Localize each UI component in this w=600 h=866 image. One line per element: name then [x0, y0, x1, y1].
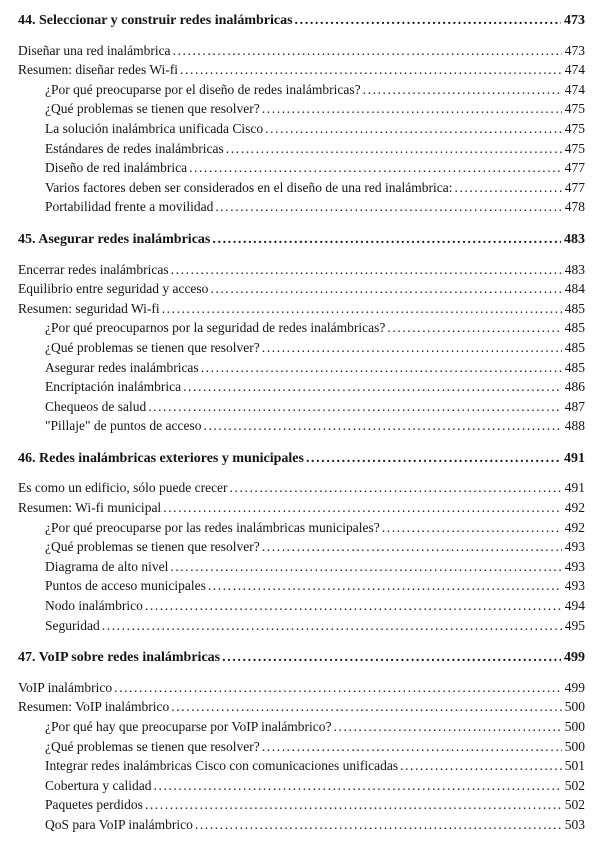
- toc-entry: [18, 596, 585, 616]
- toc-entry-page-number: 502: [564, 777, 585, 793]
- toc-entry-page-number: 491: [564, 450, 585, 466]
- toc-entry-page-number: 474: [564, 81, 585, 97]
- toc-entry: [18, 795, 585, 815]
- toc-entry-label: 47. VoIP sobre redes inalámbricas: [18, 650, 221, 666]
- toc-entry: [18, 80, 585, 100]
- dot-leader: [148, 397, 562, 417]
- toc-entry-page-number: 500: [564, 719, 585, 734]
- toc-entry-label: VoIP inalámbrico: [18, 679, 113, 695]
- toc-entry-page-number: 488: [564, 418, 585, 434]
- toc-entry-page-number: 485: [564, 300, 585, 316]
- toc-entry-label: Asegurar redes inalámbricas: [45, 359, 199, 375]
- dot-leader: [189, 158, 562, 178]
- toc-entry-page-number: 485: [564, 359, 585, 375]
- toc-entry: [18, 756, 585, 776]
- toc-entry-page-number: 491: [564, 480, 585, 496]
- toc-entry-label: Estándares de redes inalámbricas: [45, 140, 224, 156]
- dot-leader: [382, 518, 562, 538]
- dot-leader: [295, 11, 561, 31]
- toc-entry: [18, 616, 585, 636]
- toc-entry: [18, 537, 585, 557]
- dot-leader: [171, 260, 562, 280]
- toc-entry-page-number: 503: [564, 816, 585, 832]
- toc-entry-page-number: 486: [564, 379, 585, 395]
- dot-leader: [265, 119, 562, 139]
- toc-entry-page-number: 474: [564, 62, 585, 78]
- toc-entry-page-number: 473: [564, 42, 585, 58]
- toc-entry-label: "Pillaje" de puntos de acceso: [45, 418, 202, 434]
- toc-entry: [18, 119, 585, 139]
- toc-entry-page-number: 493: [564, 578, 585, 594]
- toc-entry-label: Resumen: Wi-fi municipal: [18, 500, 162, 516]
- toc-entry-page-number: 477: [564, 179, 585, 195]
- toc-entry-label: ¿Por qué preocuparse por el diseño de redes inalámbricas?: [45, 81, 361, 97]
- dot-leader: [334, 717, 562, 737]
- toc-entry-page-number: 499: [564, 679, 585, 695]
- dot-leader: [180, 60, 562, 80]
- toc-entry-page-number: 477: [564, 160, 585, 176]
- toc-entry-page-number: 485: [564, 320, 585, 336]
- toc-entry-label: QoS para VoIP inalámbrico: [45, 816, 193, 832]
- toc-chapter-heading: [18, 449, 585, 469]
- dot-leader: [170, 557, 561, 577]
- toc-entry-label: ¿Por qué preocuparse por las redes inalámbricas municipales?: [45, 519, 380, 535]
- toc-entry-label: Diseño de red inalámbrica: [45, 160, 188, 176]
- toc-entry-label: ¿Por qué preocuparnos por la seguridad de redes inalámbricas?: [45, 320, 386, 336]
- dot-leader: [262, 737, 562, 757]
- toc-entry: [18, 260, 585, 280]
- toc-entry: [18, 815, 585, 835]
- dot-leader: [153, 776, 561, 796]
- dot-leader: [454, 178, 561, 198]
- dot-leader: [262, 537, 562, 557]
- toc-entry-page-number: 500: [564, 699, 585, 715]
- dot-leader: [363, 80, 562, 100]
- dot-leader: [262, 338, 562, 358]
- dot-leader: [145, 795, 562, 815]
- toc-entry: [18, 279, 585, 299]
- toc-entry: [18, 158, 585, 178]
- dot-leader: [162, 299, 562, 319]
- toc-entry-page-number: 493: [564, 539, 585, 555]
- toc-entry-label: Puntos de acceso municipales: [45, 578, 206, 594]
- toc-entry-label: Chequeos de salud: [45, 398, 147, 414]
- toc-entry: [18, 717, 585, 737]
- toc-entry: [18, 377, 585, 397]
- dot-leader: [171, 697, 562, 717]
- toc-entry: [18, 678, 585, 698]
- dot-leader: [195, 815, 562, 835]
- toc-entry: [18, 99, 585, 119]
- toc-entry-label: ¿Qué problemas se tienen que resolver?: [45, 339, 260, 355]
- dot-leader: [215, 197, 561, 217]
- dot-leader: [226, 139, 562, 159]
- toc-entry-label: Encriptación inalámbrica: [45, 379, 182, 395]
- toc-entry: [18, 557, 585, 577]
- toc-entry: [18, 41, 585, 61]
- toc-entry-label: 44. Seleccionar y construir redes inalámbricas: [18, 13, 293, 28]
- toc-entry-label: 46. Redes inalámbricas exteriores y municipales: [18, 450, 304, 466]
- dot-leader: [222, 648, 561, 668]
- toc-entry-label: La solución inalámbrica unificada Cisco: [45, 120, 264, 136]
- toc-entry-page-number: 475: [564, 120, 585, 136]
- toc-entry: [18, 299, 585, 319]
- toc-entry-page-number: 502: [564, 797, 585, 813]
- toc-entry-page-number: 475: [564, 140, 585, 156]
- toc-entry-label: ¿Por qué hay que preocuparse por VoIP inalámbrico?: [45, 719, 332, 734]
- toc-entry-label: ¿Qué problemas se tienen que resolver?: [45, 738, 260, 754]
- toc-entry: [18, 776, 585, 796]
- toc-entry-page-number: 501: [564, 758, 585, 774]
- toc-entry: [18, 397, 585, 417]
- dot-leader: [230, 478, 562, 498]
- toc-entry-label: Diagrama de alto nivel: [45, 558, 169, 574]
- toc-entry-label: Resumen: seguridad Wi-fi: [18, 300, 160, 316]
- toc-entry: [18, 697, 585, 717]
- toc-entry-page-number: 493: [564, 558, 585, 574]
- toc-entry-page-number: 500: [564, 738, 585, 754]
- dot-leader: [173, 41, 562, 61]
- dot-leader: [387, 318, 561, 338]
- toc-entry: [18, 358, 585, 378]
- toc-entry-label: Diseñar una red inalámbrica: [18, 42, 171, 58]
- toc-entry: [18, 478, 585, 498]
- toc-entry-page-number: 495: [564, 617, 585, 633]
- toc-entry-page-number: 473: [564, 13, 585, 28]
- toc-entry-label: Encerrar redes inalámbricas: [18, 261, 169, 277]
- toc-entry: [18, 498, 585, 518]
- toc-entry: [18, 197, 585, 217]
- dot-leader: [201, 358, 562, 378]
- toc-entry-page-number: 492: [564, 500, 585, 516]
- toc-entry: [18, 139, 585, 159]
- dot-leader: [163, 498, 562, 518]
- toc-entry-label: ¿Qué problemas se tienen que resolver?: [45, 101, 260, 117]
- dot-leader: [212, 230, 561, 250]
- dot-leader: [306, 449, 561, 469]
- toc-entry-page-number: 494: [564, 598, 585, 614]
- toc-entry-label: Equilibrio entre seguridad y acceso: [18, 281, 209, 297]
- toc-chapter-heading: [18, 230, 585, 250]
- toc-entry-page-number: 499: [564, 650, 585, 666]
- toc-entry: [18, 318, 585, 338]
- toc-entry-label: Nodo inalámbrico: [45, 598, 143, 614]
- toc-entry-label: Varios factores deben ser considerados en el diseño de una red inalámbrica:: [45, 179, 453, 195]
- toc-entry: [18, 60, 585, 80]
- toc-chapter-heading: [18, 11, 585, 31]
- dot-leader: [262, 99, 562, 119]
- dot-leader: [145, 596, 562, 616]
- toc-entry-label: Cobertura y calidad: [45, 777, 152, 793]
- toc-entry: [18, 576, 585, 596]
- toc-entry-page-number: 475: [564, 101, 585, 117]
- toc-entry: [18, 338, 585, 358]
- toc-entry-page-number: 485: [564, 339, 585, 355]
- toc-entry-label: Es como un edificio, sólo puede crecer: [18, 480, 228, 496]
- dot-leader: [114, 678, 562, 698]
- toc-entry-label: Seguridad: [45, 617, 100, 633]
- toc-entry-label: Paquetes perdidos: [45, 797, 143, 813]
- toc-entry: [18, 518, 585, 538]
- toc-chapter-heading: [18, 648, 585, 668]
- dot-leader: [203, 416, 561, 436]
- toc-entry-page-number: 483: [564, 231, 585, 247]
- toc-entry-label: ¿Qué problemas se tienen que resolver?: [45, 539, 260, 555]
- toc-entry-page-number: 483: [564, 261, 585, 277]
- toc-entry: [18, 178, 585, 198]
- dot-leader: [208, 576, 562, 596]
- toc-entry-page-number: 492: [564, 519, 585, 535]
- toc-entry: [18, 416, 585, 436]
- toc-entry-label: 45. Asegurar redes inalámbricas: [18, 231, 211, 247]
- dot-leader: [210, 279, 561, 299]
- dot-leader: [400, 756, 562, 776]
- dot-leader: [183, 377, 562, 397]
- toc-entry-label: Resumen: VoIP inalámbrico: [18, 699, 170, 715]
- toc-entry-page-number: 478: [564, 199, 585, 215]
- toc-entry-label: Integrar redes inalámbricas Cisco con comunicaciones unificadas: [45, 758, 399, 774]
- toc-entry: [18, 737, 585, 757]
- dot-leader: [102, 616, 562, 636]
- toc-entry-page-number: 487: [564, 398, 585, 414]
- toc-entry-label: Portabilidad frente a movilidad: [45, 199, 214, 215]
- toc-entry-label: Resumen: diseñar redes Wi-fi: [18, 62, 179, 78]
- toc-entry-page-number: 484: [564, 281, 585, 297]
